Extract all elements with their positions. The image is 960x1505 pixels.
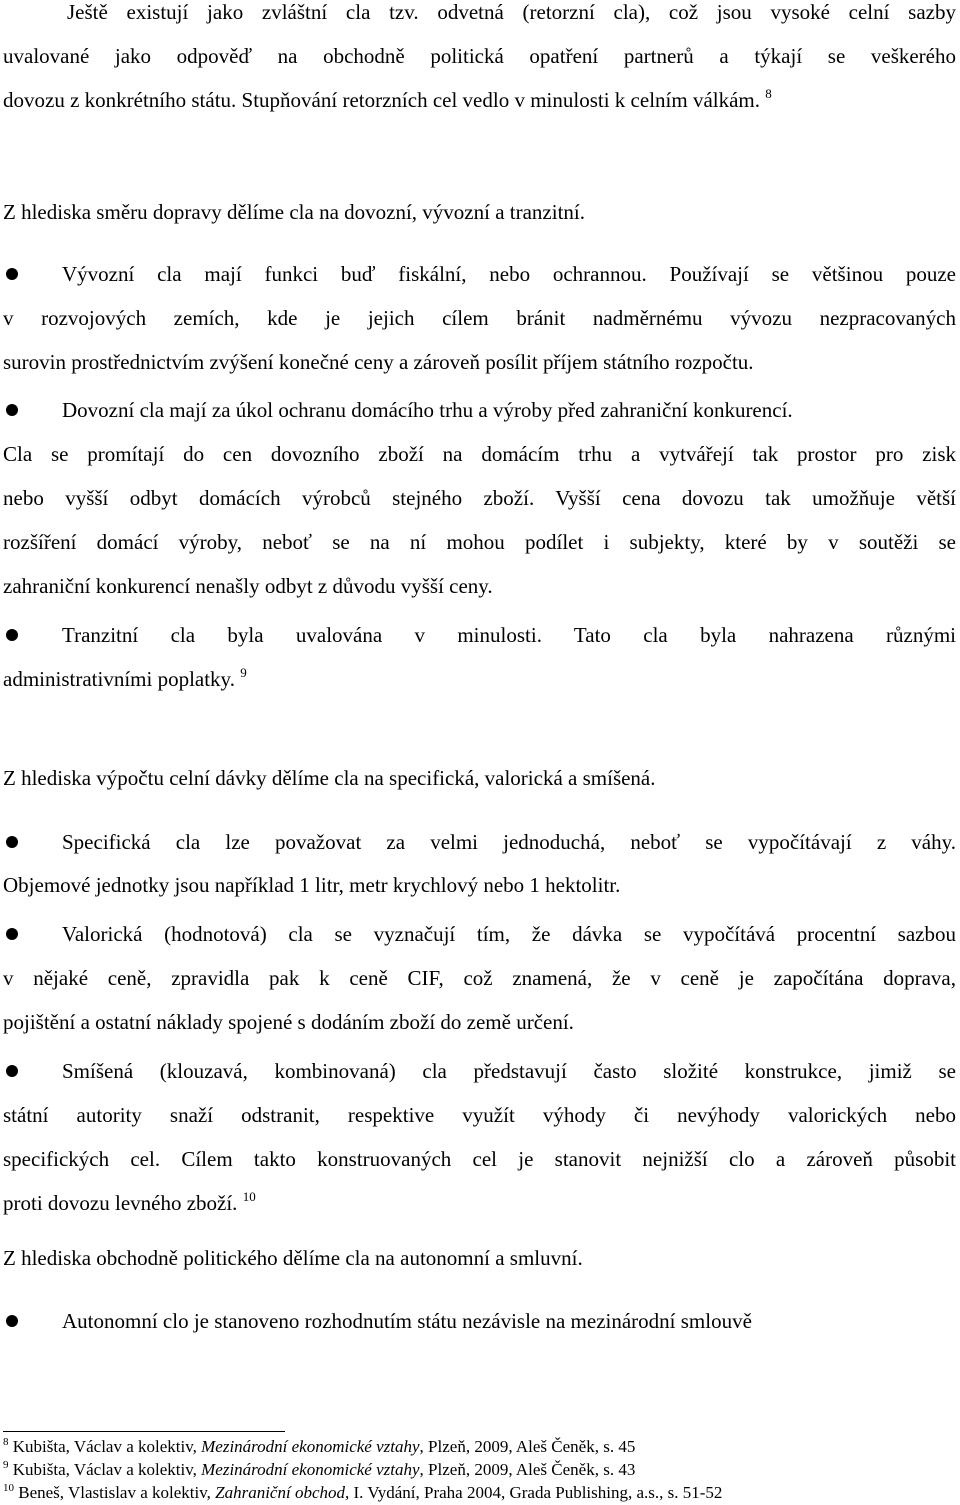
paragraph-line: Tranzitní cla byla uvalována v minulosti. Tato cla byla nahrazena různými <box>62 623 956 647</box>
paragraph-line: administrativními poplatky. $^9$ <box>3 665 247 691</box>
footnote: $^{10}$ Beneš, Vlastislav a kolektiv, Zahraniční obchod, I. Vydání, Praha 2004, Grada Publishing, a.s., s. 51-52 <box>3 1482 723 1502</box>
paragraph-line: dovozu z konkrétního státu. Stupňování retorzních cel vedlo v minulosti k celním válkám. $^8$ <box>3 86 772 112</box>
paragraph-line: Vývozní cla mají funkci buď fiskální, nebo ochrannou. Používají se většinou pouze <box>62 262 956 286</box>
footnote-ref: 9 <box>240 665 247 680</box>
paragraph-line: Valorická (hodnotová) cla se vyznačují tím, že dávka se vypočítává procentní sazbou <box>62 922 956 946</box>
paragraph-line: Objemové jednotky jsou například 1 litr, metr krychlový nebo 1 hektolitr. <box>3 873 621 897</box>
paragraph-line: rozšíření domácí výroby, neboť se na ní mohou podílet i subjekty, které by v soutěži se <box>3 530 956 554</box>
paragraph-line: Autonomní clo je stanoveno rozhodnutím státu nezávisle na mezinárodní smlouvě <box>62 1309 752 1333</box>
paragraph-line: specifických cel. Cílem takto konstruovaných cel je stanovit nejnižší clo a zároveň působit <box>3 1147 956 1171</box>
bullet-icon <box>6 836 18 848</box>
paragraph-line: pojištění a ostatní náklady spojené s dodáním zboží do země určení. <box>3 1010 574 1034</box>
paragraph-line: uvalované jako odpověď na obchodně politická opatření partnerů a týkají se veškerého <box>3 44 956 68</box>
bullet-icon <box>6 928 18 940</box>
paragraph-line: Specifická cla lze považovat za velmi jednoduchá, neboť se vypočítávají z váhy. <box>62 830 956 854</box>
paragraph-line: Z hlediska směru dopravy dělíme cla na dovozní, vývozní a tranzitní. <box>3 200 585 224</box>
paragraph-line: Cla se promítají do cen dovozního zboží na domácím trhu a vytvářejí tak prostor pro zisk <box>3 442 956 466</box>
footnote-title: Mezinárodní ekonomické vztahy <box>201 1460 420 1479</box>
bullet-icon <box>6 268 18 280</box>
paragraph-line: Z hlediska výpočtu celní dávky dělíme cla na specifická, valorická a smíšená. <box>3 766 656 790</box>
bullet-icon <box>6 404 18 416</box>
paragraph-line: Ještě existují jako zvláštní cla tzv. odvetná (retorzní cla), což jsou vysoké celní sazby <box>67 0 956 24</box>
footnote-number: 9 <box>3 1459 9 1471</box>
paragraph-line: zahraniční konkurencí nenašly odbyt z důvodu vyšší ceny. <box>3 574 493 598</box>
footnote-number: 8 <box>3 1436 9 1448</box>
paragraph-line: proti dovozu levného zboží. $^{10}$ <box>3 1189 256 1215</box>
footnote-number: 10 <box>3 1482 14 1494</box>
footnote: $^9$ Kubišta, Václav a kolektiv, Mezinárodní ekonomické vztahy, Plzeň, 2009, Aleš Čeněk, s. 43 <box>3 1459 636 1479</box>
bullet-icon <box>6 1315 18 1327</box>
paragraph-line: v nějaké ceně, zpravidla pak k ceně CIF, což znamená, že v ceně je započítána doprava, <box>3 966 956 990</box>
footnote-title: Mezinárodní ekonomické vztahy <box>201 1437 420 1456</box>
footnote-ref: 8 <box>765 86 772 101</box>
footnote-ref: 10 <box>242 1189 256 1204</box>
bullet-icon <box>6 1065 18 1077</box>
paragraph-line: Z hlediska obchodně politického dělíme cla na autonomní a smluvní. <box>3 1246 583 1270</box>
paragraph-line: Smíšená (klouzavá, kombinovaná) cla představují často složité konstrukce, jimiž se <box>62 1059 956 1083</box>
paragraph-line: nebo vyšší odbyt domácích výrobců stejného zboží. Vyšší cena dovozu tak umožňuje větší <box>3 486 956 510</box>
paragraph-line: Dovozní cla mají za úkol ochranu domácího trhu a výroby před zahraniční konkurencí. <box>62 398 793 422</box>
paragraph-line: státní autority snaží odstranit, respektive využít výhody či nevýhody valorických nebo <box>3 1103 956 1127</box>
paragraph-line: v rozvojových zemích, kde je jejich cílem bránit nadměrnému vývozu nezpracovaných <box>3 306 956 330</box>
footnote-title: Zahraniční obchod <box>215 1483 345 1502</box>
footnote-separator <box>3 1431 285 1432</box>
paragraph-line: surovin prostřednictvím zvýšení konečné ceny a zároveň posílit příjem státního rozpočtu. <box>3 350 754 374</box>
footnote: $^8$ Kubišta, Václav a kolektiv, Mezinárodní ekonomické vztahy, Plzeň, 2009, Aleš Čeněk, s. 45 <box>3 1436 636 1456</box>
bullet-icon <box>6 629 18 641</box>
